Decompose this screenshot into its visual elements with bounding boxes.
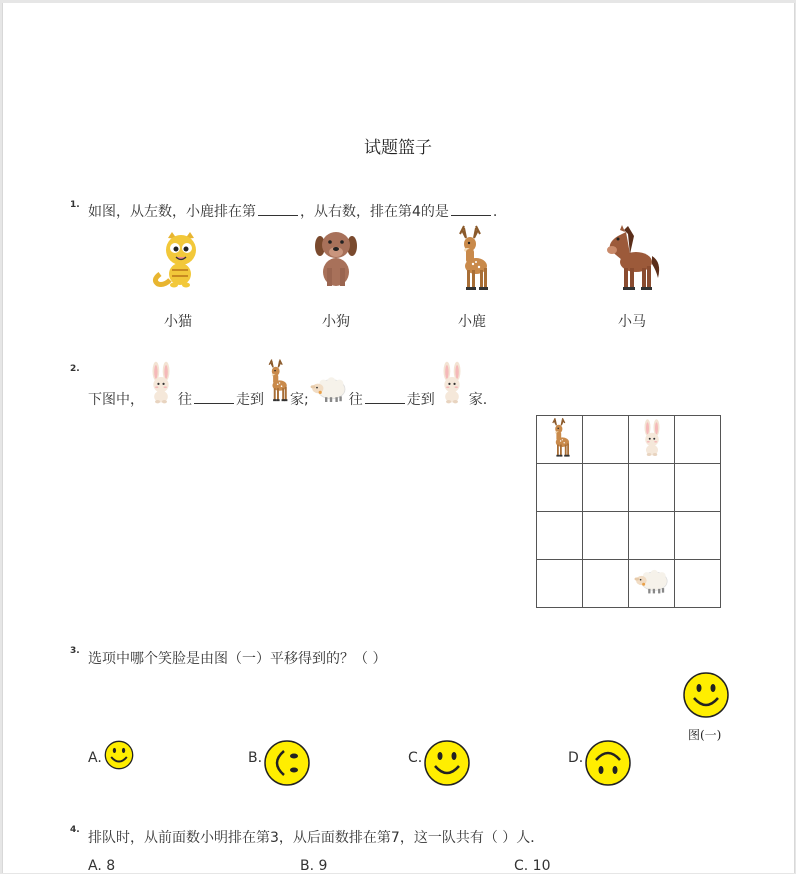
q1-text-c: . bbox=[492, 204, 498, 220]
grid-row bbox=[537, 464, 721, 512]
q4-text: 排队时，从前面数小明排在第3，从后面数排在第7，这一队共有（ ）人． bbox=[88, 830, 545, 846]
grid-row bbox=[537, 512, 721, 560]
grid-cell bbox=[629, 560, 675, 608]
face-fill bbox=[586, 741, 630, 785]
q3-text: 选项中哪个笑脸是由图（一）平移得到的？（ ） bbox=[88, 651, 387, 667]
q2-text bbox=[88, 357, 487, 409]
grid-cell bbox=[537, 416, 583, 464]
horse-icon bbox=[604, 224, 662, 298]
q4-option-a[interactable]: A. 8 bbox=[88, 858, 116, 874]
option-d-smiley-icon[interactable] bbox=[585, 740, 631, 790]
figure-one-smiley-icon bbox=[683, 672, 729, 722]
q2-jia-1: 家; bbox=[290, 392, 309, 408]
deer-icon bbox=[452, 224, 492, 298]
q4-option-c[interactable]: C. 10 bbox=[514, 858, 551, 874]
position-grid bbox=[536, 415, 721, 608]
q3-number: 3. bbox=[70, 646, 80, 656]
figure-one-caption: 图(一) bbox=[688, 728, 722, 742]
q2-jia-2: 家. bbox=[468, 392, 488, 408]
q3-option-b-label[interactable]: B. bbox=[248, 750, 263, 766]
page-title: 试题篮子 bbox=[364, 138, 432, 158]
deer-icon bbox=[264, 357, 290, 409]
animal-label-horse: 小马 bbox=[618, 314, 646, 330]
rabbit-icon bbox=[637, 418, 667, 458]
q2-blank-1 bbox=[194, 389, 234, 404]
q3-option-d-label[interactable]: D. bbox=[568, 750, 584, 766]
grid-cell bbox=[675, 560, 721, 608]
q2-wang-1: 往 bbox=[178, 392, 192, 408]
rabbit-icon bbox=[435, 361, 469, 409]
grid-cell bbox=[583, 464, 629, 512]
grid-row bbox=[537, 560, 721, 608]
q1-text-b: ，从右数，排在第4的是 bbox=[300, 204, 449, 220]
animal-label-deer: 小鹿 bbox=[458, 314, 486, 330]
q3-option-a-label[interactable]: A. bbox=[88, 750, 102, 766]
q2-number: 2. bbox=[70, 364, 80, 374]
grid-cell bbox=[537, 464, 583, 512]
grid-cell bbox=[537, 512, 583, 560]
q2-zoudao-2: 走到 bbox=[406, 392, 435, 408]
q1-text bbox=[88, 201, 497, 221]
option-a-smiley-icon[interactable] bbox=[104, 740, 134, 774]
grid-cell bbox=[629, 512, 675, 560]
face-fill bbox=[265, 741, 309, 785]
grid-cell bbox=[583, 560, 629, 608]
cat-icon bbox=[150, 230, 206, 292]
grid-row bbox=[537, 416, 721, 464]
q1-blank-2 bbox=[451, 201, 491, 216]
grid-cell bbox=[675, 512, 721, 560]
option-b-smiley-icon[interactable] bbox=[264, 740, 310, 790]
animal-label-cat: 小猫 bbox=[164, 314, 192, 330]
q2-prefix: 下图中， bbox=[88, 392, 144, 408]
animal-label-dog: 小狗 bbox=[322, 314, 350, 330]
q1-number: 1. bbox=[70, 200, 80, 210]
face-fill bbox=[684, 673, 728, 717]
grid-cell bbox=[537, 560, 583, 608]
dog-icon bbox=[312, 228, 360, 292]
grid-cell bbox=[675, 416, 721, 464]
q4-option-b[interactable]: B. 9 bbox=[300, 858, 328, 874]
grid-cell bbox=[629, 416, 675, 464]
q2-wang-2: 往 bbox=[348, 392, 363, 408]
option-c-smiley-icon[interactable] bbox=[424, 740, 470, 790]
grid-cell bbox=[583, 512, 629, 560]
q4-number: 4. bbox=[70, 825, 80, 835]
q3-option-c-label[interactable]: C. bbox=[408, 750, 423, 766]
deer-icon bbox=[547, 417, 573, 459]
q1-text-a: 如图，从左数，小鹿排在第 bbox=[88, 204, 256, 220]
q1-blank-1 bbox=[258, 201, 298, 216]
q2-blank-2 bbox=[365, 389, 405, 404]
grid-cell bbox=[675, 464, 721, 512]
face-fill bbox=[425, 741, 469, 785]
face-fill bbox=[105, 741, 132, 768]
sheep-icon bbox=[633, 568, 671, 596]
sheep-icon bbox=[309, 375, 349, 409]
rabbit-icon bbox=[144, 361, 178, 409]
grid-cell bbox=[629, 464, 675, 512]
grid-cell bbox=[583, 416, 629, 464]
q2-zoudao-1: 走到 bbox=[236, 392, 264, 408]
